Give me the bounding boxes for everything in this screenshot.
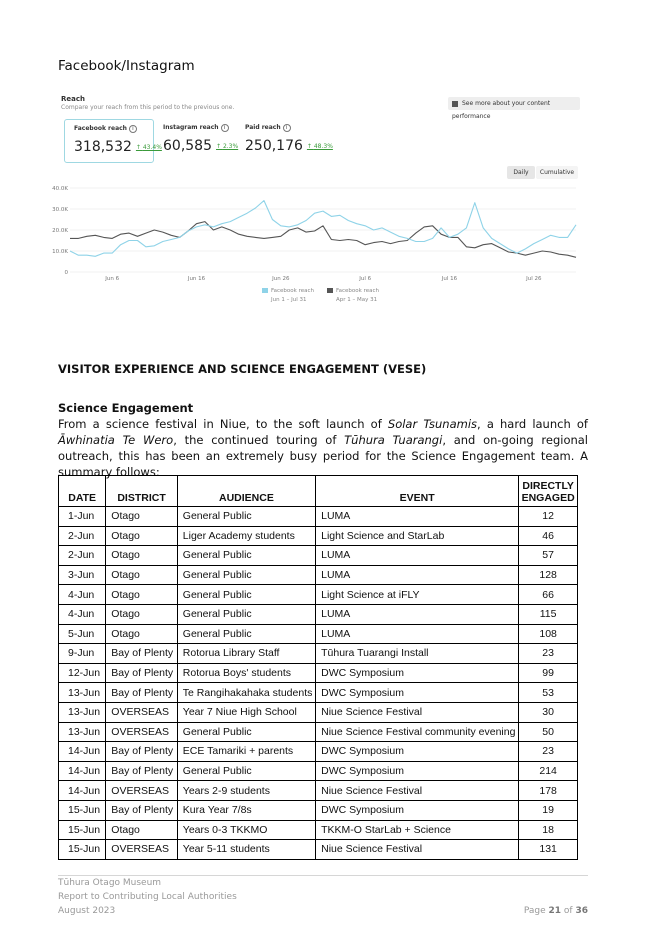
cell-date: 4-Jun: [59, 585, 106, 605]
footer-date: August 2023: [58, 906, 116, 916]
table-row: [59, 546, 578, 566]
cell-date: 14-Jun: [59, 742, 106, 762]
cell-engaged: 57: [519, 546, 578, 566]
cell-audience: Kura Year 7/8s: [177, 800, 315, 820]
cell-district: Otago: [106, 820, 178, 840]
cell-event: Light Science and StarLab: [316, 526, 519, 546]
table-row: [59, 663, 578, 683]
cell-district: Bay of Plenty: [106, 683, 178, 703]
cell-event: LUMA: [316, 624, 519, 644]
cell-event: DWC Symposium: [316, 742, 519, 762]
info-icon[interactable]: i: [283, 124, 291, 132]
card-value: 250,176: [245, 138, 303, 154]
cell-event: Niue Science Festival: [316, 702, 519, 722]
cell-engaged: 128: [519, 565, 578, 585]
cell-event: LUMA: [316, 507, 519, 527]
table-row: [59, 604, 578, 624]
cell-district: Otago: [106, 624, 178, 644]
legend-swatch: [327, 288, 333, 293]
cell-date: 2-Jun: [59, 546, 106, 566]
cell-event: Light Science at iFLY: [316, 585, 519, 605]
reach-subtitle: Compare your reach from this period to the previous one.: [61, 104, 235, 111]
cell-engaged: 23: [519, 644, 578, 664]
card-value: 318,532: [74, 139, 132, 155]
section-heading-facebook-instagram: Facebook/Instagram: [58, 58, 195, 74]
change-percent: ↑ 2.3%: [216, 142, 239, 150]
table-row: [59, 702, 578, 722]
cell-date: 14-Jun: [59, 761, 106, 781]
cell-district: Bay of Plenty: [106, 742, 178, 762]
cell-event: LUMA: [316, 546, 519, 566]
cell-district: Otago: [106, 565, 178, 585]
cell-date: 13-Jun: [59, 702, 106, 722]
card-label: Facebook reach: [74, 125, 127, 132]
reach-line-chart: [52, 182, 588, 282]
cell-date: 13-Jun: [59, 722, 106, 742]
cell-district: OVERSEAS: [106, 702, 178, 722]
change-percent: ↑ 43.4%: [135, 143, 162, 151]
cell-date: 1-Jun: [59, 507, 106, 527]
card-label: Instagram reach: [163, 124, 219, 131]
cell-date: 5-Jun: [59, 624, 106, 644]
col-header-event: EVENT: [316, 476, 519, 507]
series-line: [70, 222, 576, 258]
cell-date: 12-Jun: [59, 663, 106, 683]
x-tick-label: Jul 26: [526, 276, 542, 282]
table-row: [59, 781, 578, 801]
table-row: [59, 820, 578, 840]
daily-toggle[interactable]: Daily: [507, 166, 535, 179]
cell-audience: General Public: [177, 546, 315, 566]
col-header-district: DISTRICT: [106, 476, 178, 507]
table-row: [59, 565, 578, 585]
cell-district: OVERSEAS: [106, 722, 178, 742]
legend-item-previous: Facebook reach Apr 1 – May 31: [327, 288, 379, 294]
cell-engaged: 50: [519, 722, 578, 742]
page-number: Page 21 of 36: [523, 906, 588, 916]
col-header-date: DATE: [59, 476, 106, 507]
x-tick-label: Jun 6: [105, 276, 120, 282]
y-tick-label: 30.0K: [52, 207, 68, 213]
cell-engaged: 53: [519, 683, 578, 703]
card-label: Paid reach: [245, 124, 281, 131]
cell-district: Otago: [106, 585, 178, 605]
cell-district: Bay of Plenty: [106, 663, 178, 683]
cell-audience: Te Rangihakahaka students: [177, 683, 315, 703]
cell-audience: General Public: [177, 722, 315, 742]
cell-district: Otago: [106, 507, 178, 527]
cell-district: Bay of Plenty: [106, 800, 178, 820]
reach-panel: [52, 92, 588, 310]
cell-engaged: 12: [519, 507, 578, 527]
cell-audience: Liger Academy students: [177, 526, 315, 546]
cell-event: Niue Science Festival: [316, 840, 519, 860]
content-performance-label: See more about your content performance: [452, 100, 551, 120]
cell-event: DWC Symposium: [316, 683, 519, 703]
y-tick-label: 10.0K: [52, 249, 68, 255]
info-icon[interactable]: i: [221, 124, 229, 132]
cell-date: 15-Jun: [59, 800, 106, 820]
cell-district: Bay of Plenty: [106, 644, 178, 664]
cell-date: 13-Jun: [59, 683, 106, 703]
cell-district: OVERSEAS: [106, 840, 178, 860]
cell-engaged: 115: [519, 604, 578, 624]
table-row: [59, 761, 578, 781]
cell-district: Otago: [106, 526, 178, 546]
x-tick-label: Jul 6: [359, 276, 372, 282]
cell-engaged: 214: [519, 761, 578, 781]
cell-engaged: 66: [519, 585, 578, 605]
cell-audience: ECE Tamariki + parents: [177, 742, 315, 762]
cell-event: TKKM-O StarLab + Science: [316, 820, 519, 840]
cell-event: LUMA: [316, 604, 519, 624]
x-tick-label: Jun 26: [272, 276, 290, 282]
cell-engaged: 46: [519, 526, 578, 546]
legend-swatch: [262, 288, 268, 293]
cell-district: Otago: [106, 604, 178, 624]
instagram-reach-card[interactable]: [154, 119, 239, 161]
table-row: [59, 840, 578, 860]
cell-engaged: 18: [519, 820, 578, 840]
cell-date: 15-Jun: [59, 820, 106, 840]
cell-audience: General Public: [177, 624, 315, 644]
cell-engaged: 178: [519, 781, 578, 801]
x-tick-label: Jun 16: [187, 276, 206, 282]
cell-event: Tūhura Tuarangi Install: [316, 644, 519, 664]
footer-report: Report to Contributing Local Authorities: [58, 892, 237, 902]
engagement-table: [58, 475, 578, 860]
report-icon: [452, 101, 458, 107]
cell-audience: Years 0-3 TKKMO: [177, 820, 315, 840]
cell-engaged: 19: [519, 800, 578, 820]
y-tick-label: 0: [64, 270, 68, 276]
cell-date: 15-Jun: [59, 840, 106, 860]
cumulative-toggle[interactable]: Cumulative: [536, 166, 578, 179]
cell-audience: Rotorua Library Staff: [177, 644, 315, 664]
cell-audience: Years 2-9 students: [177, 781, 315, 801]
cell-engaged: 99: [519, 663, 578, 683]
reach-title: Reach: [61, 95, 85, 103]
cell-date: 2-Jun: [59, 526, 106, 546]
cell-audience: General Public: [177, 565, 315, 585]
footer-divider: [58, 875, 588, 876]
x-tick-label: Jul 16: [441, 276, 458, 282]
col-header-audience: AUDIENCE: [177, 476, 315, 507]
cell-district: Otago: [106, 546, 178, 566]
cell-engaged: 30: [519, 702, 578, 722]
table-row: [59, 526, 578, 546]
cell-audience: General Public: [177, 507, 315, 527]
y-tick-label: 40.0K: [52, 186, 68, 192]
y-tick-label: 20.0K: [52, 228, 68, 234]
vese-heading: VISITOR EXPERIENCE AND SCIENCE ENGAGEMENT (VESE): [58, 362, 427, 376]
facebook-reach-card[interactable]: [64, 119, 162, 163]
cell-date: 14-Jun: [59, 781, 106, 801]
cell-event: DWC Symposium: [316, 761, 519, 781]
cell-district: OVERSEAS: [106, 781, 178, 801]
cell-engaged: 23: [519, 742, 578, 762]
cell-engaged: 108: [519, 624, 578, 644]
table-row: [59, 683, 578, 703]
table-row: [59, 624, 578, 644]
table-header-row: [59, 476, 578, 507]
content-performance-button[interactable]: [448, 97, 580, 120]
table-row: [59, 507, 578, 527]
cell-event: Niue Science Festival: [316, 781, 519, 801]
table-row: [59, 800, 578, 820]
cell-date: 3-Jun: [59, 565, 106, 585]
change-percent: ↑ 48.3%: [306, 142, 333, 150]
table-row: [59, 644, 578, 664]
cell-event: Niue Science Festival community evening: [316, 722, 519, 742]
cell-audience: Year 7 Niue High School: [177, 702, 315, 722]
cell-audience: General Public: [177, 604, 315, 624]
cell-event: DWC Symposium: [316, 663, 519, 683]
cell-date: 9-Jun: [59, 644, 106, 664]
table-row: [59, 722, 578, 742]
legend-item-current: Facebook reach Jun 1 – Jul 31: [262, 288, 314, 294]
cell-district: Bay of Plenty: [106, 761, 178, 781]
intro-paragraph: From a science festival in Niue, to the soft launch of Solar Tsunamis, a hard launch of Āwhinatia Te Wero, the continued touring of Tūhura Tuarangi, and on-going regional outreach, this has been an extremely busy period for the Science Engagement team. A summary follows:: [58, 417, 589, 479]
cell-engaged: 131: [519, 840, 578, 860]
table-row: [59, 742, 578, 762]
cell-audience: General Public: [177, 761, 315, 781]
cell-event: LUMA: [316, 565, 519, 585]
card-value: 60,585: [163, 138, 212, 154]
col-header-engaged: DIRECTLY ENGAGED: [519, 476, 578, 507]
cell-audience: General Public: [177, 585, 315, 605]
cell-audience: Rotorua Boys' students: [177, 663, 315, 683]
paid-reach-card[interactable]: [236, 119, 333, 161]
science-engagement-heading: Science Engagement: [58, 401, 194, 415]
info-icon[interactable]: i: [129, 125, 137, 133]
cell-date: 4-Jun: [59, 604, 106, 624]
cell-event: DWC Symposium: [316, 800, 519, 820]
table-row: [59, 585, 578, 605]
footer-org: Tūhura Otago Museum: [58, 878, 162, 888]
cell-audience: Year 5-11 students: [177, 840, 315, 860]
